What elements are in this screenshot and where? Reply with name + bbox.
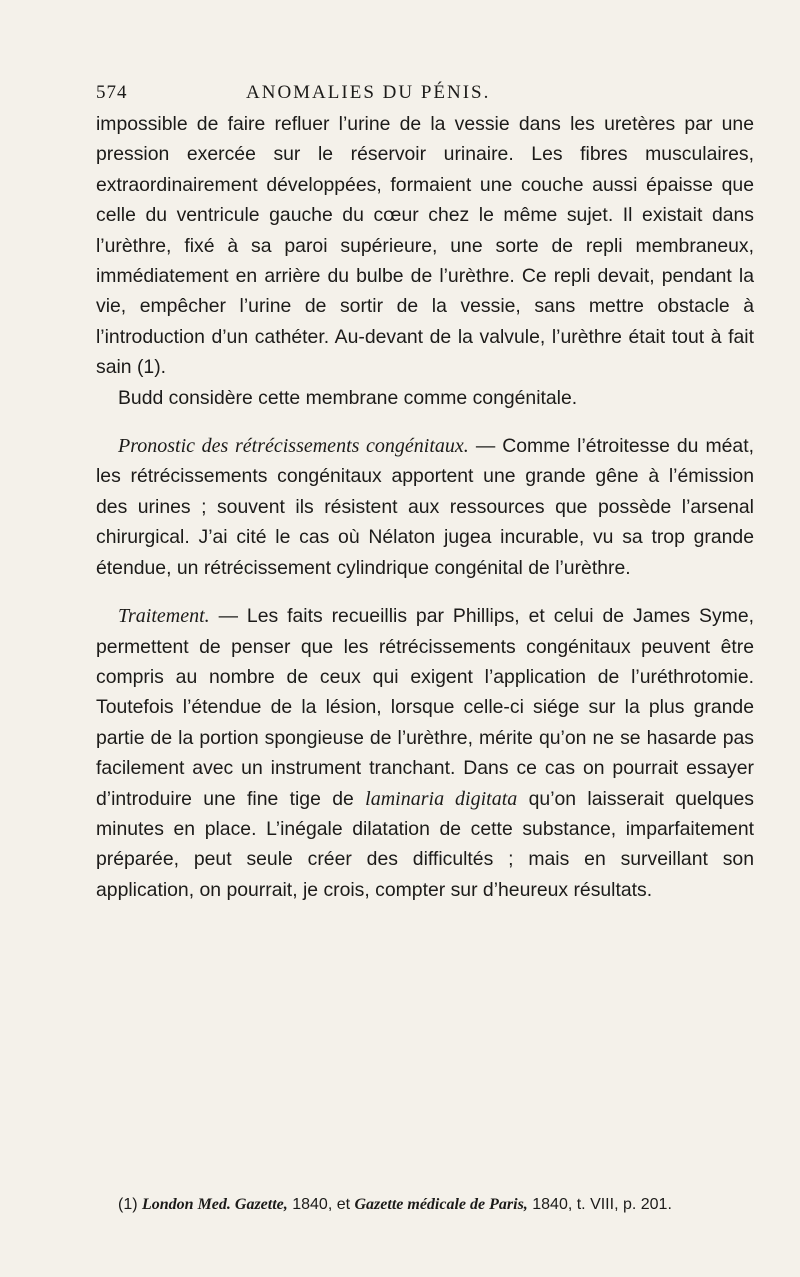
page-number: 574 (96, 82, 128, 103)
running-head (96, 82, 746, 106)
body-text (96, 109, 754, 905)
footnote-source-london: London Med. Gazette, (142, 1196, 288, 1213)
section-heading-pronostic: Pronostic des rétrécissements congénitaux. (118, 435, 469, 458)
running-title: ANOMALIES DU PÉNIS. (246, 82, 491, 103)
footnote-source-paris: Gazette médicale de Paris, (354, 1196, 528, 1213)
paragraph-traitement (96, 601, 754, 905)
footnote-marker: (1) (118, 1196, 142, 1213)
footnote (96, 1194, 754, 1216)
latin-term: laminaria digitata (365, 787, 518, 810)
footnote-mid: 1840, et (287, 1196, 355, 1213)
paragraph-pronostic (96, 431, 754, 583)
footnote-tail: 1840, t. VIII, p. 201. (527, 1196, 672, 1213)
paragraph-continuation: impossible de faire refluer l’urine de la vessie dans les uretères par une pression exercée sur le réservoir urinaire. Les fibres musculaires, extraordinairement développées, formaient une couche aussi épaisse que celle du ventricule gauche du cœur chez le même sujet. Il existait dans l’urèthre, fixé à sa paroi supérieure, une sorte de repli membraneux, immédiatement en arrière du bulbe de l’urèthre. Ce repli devait, pendant la vie, empêcher l’urine de sortir de la vessie, sans mettre obstacle à l’introduction d’un cathéter. Au-devant de la valvule, l’urèthre était tout à fait sain (1). (96, 113, 754, 379)
section-heading-traitement: Traitement. (118, 605, 210, 628)
paragraph-pronostic-text: — Comme l’étroitesse du méat, les rétrécissements congénitaux apportent une grande gêne à l’émission des urines ; souvent ils résistent aux ressources que possède l’arsenal chirurgical. J’ai cité le cas où Nélaton jugea incurable, vu sa trop grande étendue, un rétrécissement cylindrique congénital de l’urèthre. (96, 435, 754, 579)
paragraph-traitement-text-b: qu’on laisserait quelques minutes en place. L’inégale dilatation de cette substance, imparfaitement préparée, peut seule créer des difficultés ; mais en surveillant son application, on pourrait, je crois, compter sur d’heureux résultats. (96, 787, 754, 901)
paragraph-traitement-text-a: — Les faits recueillis par Phillips, et celui de James Syme, permettent de penser que les rétrécissements congénitaux peuvent être compris au nombre de ceux qui exigent l’application de l’uréthrotomie. Toutefois l’étendue de la lésion, lorsque celle-ci siége sur la plus grande partie de la portion spongieuse de l’urèthre, mérite qu’on ne se hasarde pas facilement avec un instrument tranchant. Dans ce cas on pourrait essayer d’introduire une fine tige de (96, 605, 754, 810)
paragraph-budd: Budd considère cette membrane comme congénitale. (118, 386, 578, 409)
